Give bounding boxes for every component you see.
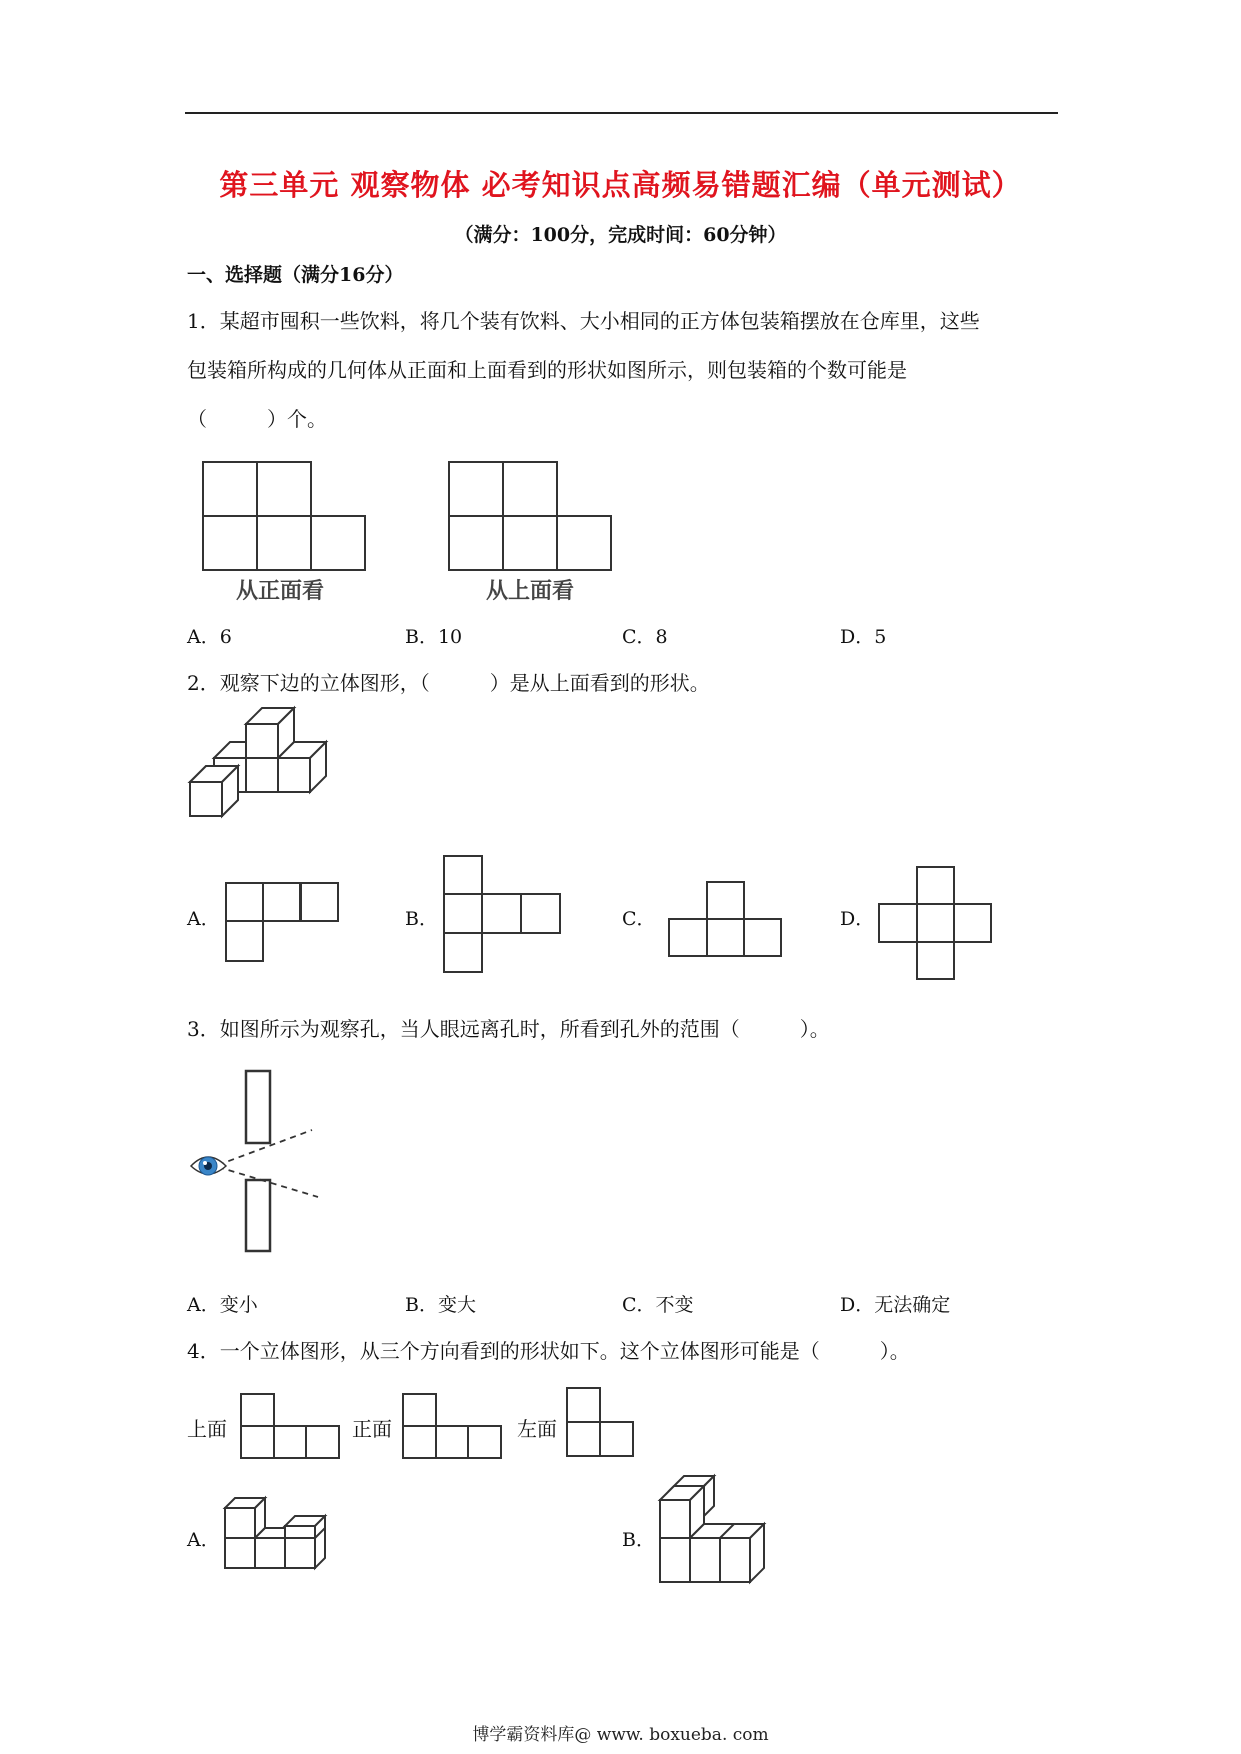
q1-line3: （ ）个。: [187, 407, 327, 431]
q4-front-view-label: 正面: [352, 1417, 392, 1441]
header-rule: [185, 112, 1058, 114]
q4-front-view-figure: [402, 1393, 502, 1459]
q2-text: 2．观察下边的立体图形，（ ）是从上面看到的形状。: [187, 671, 710, 695]
q3-option-d[interactable]: D．无法确定: [840, 1294, 951, 1316]
q2-option-d[interactable]: D．: [840, 908, 875, 930]
footer-watermark: 博学霸资料库@ www. boxueba. com: [472, 1725, 769, 1745]
q4-option-a-figure: [225, 1498, 333, 1570]
q4-left-view-label: 左面: [517, 1417, 557, 1441]
q4-text: 4．一个立体图形，从三个方向看到的形状如下。这个立体图形可能是（ ）。: [187, 1339, 910, 1363]
q2-option-d-figure: [878, 866, 992, 980]
q1-front-view-label: 从正面看: [236, 578, 325, 604]
q4-option-b-figure: [660, 1476, 770, 1584]
q2-option-b-figure: [443, 855, 561, 973]
q2-option-b[interactable]: B．: [405, 908, 438, 930]
q1-top-view-label: 从上面看: [486, 578, 575, 604]
q2-option-c[interactable]: C．: [622, 908, 656, 930]
q4-top-view-label: 上面: [187, 1417, 227, 1441]
q1-option-d[interactable]: D．5: [840, 626, 887, 648]
page-subtitle: （满分：100分，完成时间：60分钟）: [454, 224, 787, 246]
q1-option-a[interactable]: A．6: [187, 626, 232, 648]
q1-option-c[interactable]: C．8: [622, 626, 668, 648]
q4-option-b[interactable]: B．: [622, 1529, 655, 1551]
q1-front-view-figure: [202, 461, 366, 571]
q3-option-c[interactable]: C．不变: [622, 1294, 694, 1316]
q3-observation-hole-figure: [190, 1070, 320, 1252]
q2-option-a[interactable]: A．: [187, 908, 220, 930]
page-title: 第三单元 观察物体 必考知识点高频易错题汇编（单元测试）: [219, 168, 1022, 202]
q1-option-b[interactable]: B．10: [405, 626, 463, 648]
q1-line1: 1．某超市囤积一些饮料，将几个装有饮料、大小相同的正方体包装箱摆放在仓库里，这些: [187, 309, 980, 333]
q2-option-a-figure: [225, 882, 339, 962]
q3-option-a[interactable]: A．变小: [187, 1294, 258, 1316]
q1-top-view-figure: [448, 461, 612, 571]
q3-text: 3．如图所示为观察孔，当人眼远离孔时，所看到孔外的范围（ ）。: [187, 1017, 830, 1041]
q2-solid-figure: [190, 718, 326, 820]
q2-option-c-figure: [668, 881, 782, 957]
q4-option-a[interactable]: A．: [187, 1529, 220, 1551]
section-heading: 一、选择题（满分16分）: [187, 264, 404, 286]
q1-line2: 包装箱所构成的几何体从正面和上面看到的形状如图所示，则包装箱的个数可能是: [187, 358, 907, 382]
eye-icon: [191, 1157, 226, 1175]
q4-left-view-figure: [566, 1387, 634, 1457]
q4-top-view-figure: [240, 1393, 340, 1459]
q3-option-b[interactable]: B．变大: [405, 1294, 476, 1316]
